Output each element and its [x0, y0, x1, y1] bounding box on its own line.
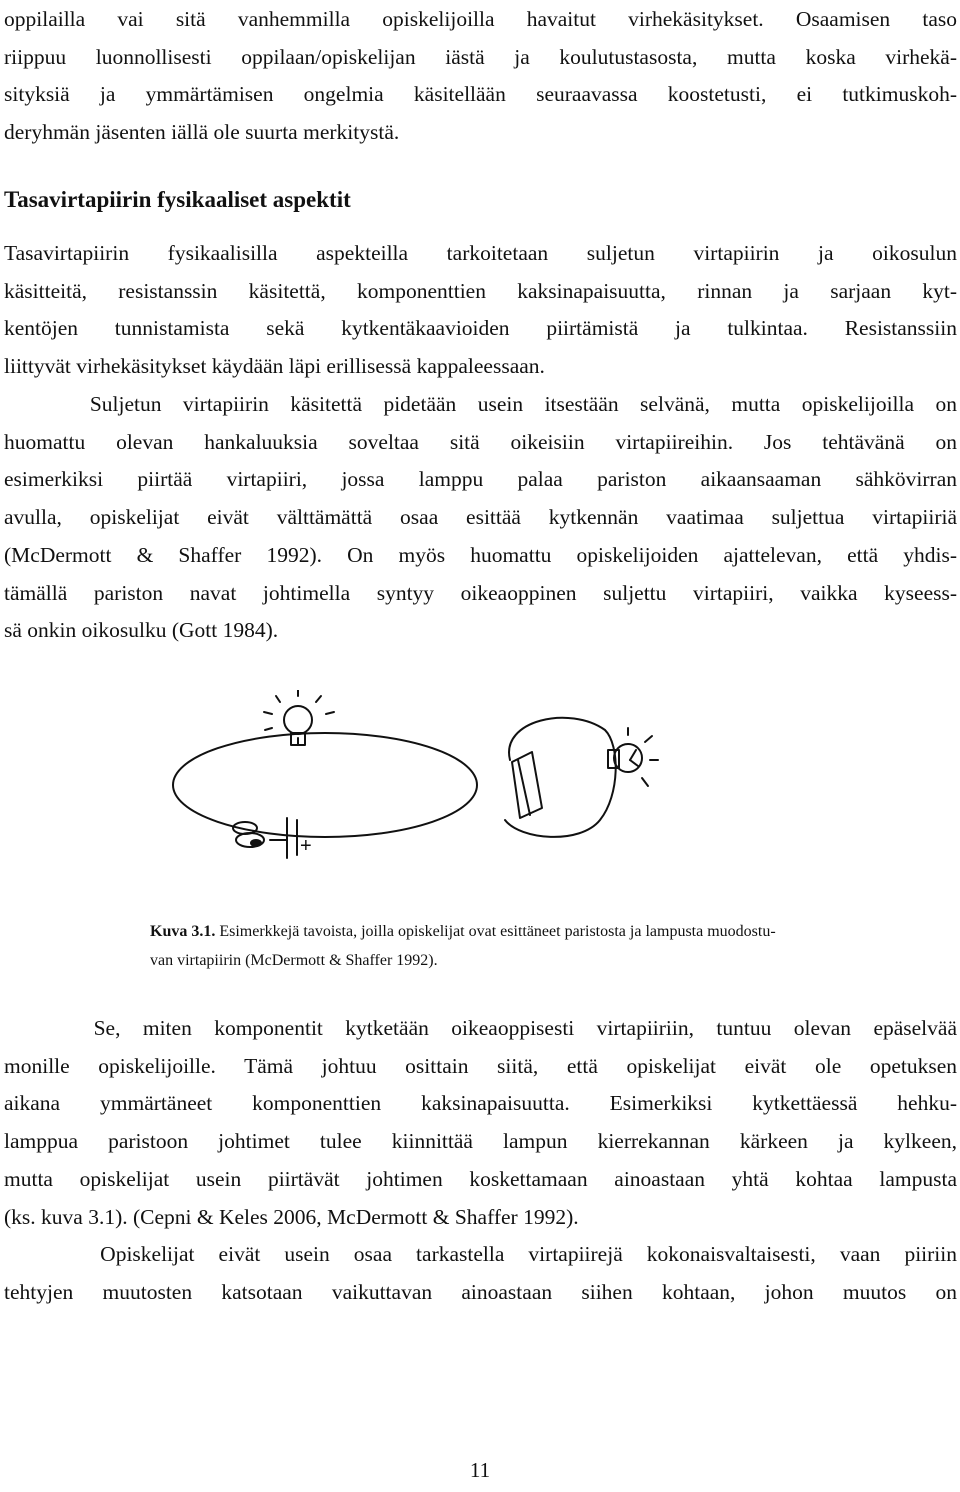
text-line: tämällä pariston navat johtimella syntyy oikeaoppinen suljettu virtapiiri, vaikka kyseess- [4, 580, 957, 605]
paragraph-4 [4, 1236, 957, 1311]
paragraph-3 [4, 1010, 957, 1236]
text-line: oppilailla vai sitä vanhemmilla opiskelijoilla havaitut virhekäsitykset. Osaamisen taso [4, 7, 957, 31]
text-line: huomattu olevan hankaluuksia soveltaa sitä oikeisiin virtapiireihin. Jos tehtävänä on [4, 429, 957, 454]
text-line: sä onkin oikosulku (Gott 1984). [4, 618, 279, 643]
text-line: (McDermott & Shaffer 1992). On myös huomattu opiskelijoiden ajattelevan, että yhdis- [4, 542, 957, 567]
text-line: riippuu luonnollisesti oppilaan/opiskelijan iästä ja koulutustasosta, mutta koska virhekä- [4, 44, 957, 69]
text-line: avulla, opiskelijat eivät välttämättä osaa esittää kytkennän vaatimaa suljettua virtapiiriä [4, 505, 957, 530]
text-line: aikana ymmärtäneet komponenttien kaksinapaisuutta. Esimerkiksi kytkettäessä hehku- [4, 1091, 957, 1116]
text-line: sityksiä ja ymmärtämisen ongelmia käsitellään seuraavassa koostetusti, ei tutkimuskoh- [4, 82, 957, 107]
text-line: Se, miten komponentit kytketään oikeaoppisesti virtapiiriin, tuntuu olevan epäselvää [4, 1016, 957, 1040]
text-line: liittyvät virhekäsitykset käydään läpi erillisessä kappaleessaan. [4, 354, 545, 379]
page-number: 11 [469, 1458, 491, 1482]
paragraph-2 [4, 386, 957, 650]
text-line: käsitteitä, resistanssin käsitettä, komponenttien kaksinapaisuutta, rinnan ja sarjaan kyt- [4, 278, 957, 303]
circuit-sketches-figure [150, 690, 800, 890]
intro-paragraph [4, 1, 957, 152]
text-line: (ks. kuva 3.1). (Cepni & Keles 2006, McDermott & Shaffer 1992). [4, 1204, 579, 1229]
text-line: tehtyjen muutosten katsotaan vaikuttavan ainoastaan siihen kohtaan, johon muutos on [4, 1279, 957, 1304]
text-line: Opiskelijat eivät usein osaa tarkastella virtapiirejä kokonaisvaltaisesti, vaan piiriin [4, 1242, 957, 1266]
text-line: monille opiskelijoille. Tämä johtuu osittain siitä, että opiskelijat eivät ole opetuksen [4, 1053, 957, 1078]
text-line: Suljetun virtapiirin käsitettä pidetään usein itsestään selvänä, mutta opiskelijoilla on [4, 392, 957, 416]
text-line: Tasavirtapiirin fysikaalisilla aspekteilla tarkoitetaan suljetun virtapiirin ja oikosulun [4, 241, 957, 265]
text-line: lamppua paristoon johtimet tulee kiinnittää lampun kierrekannan kärkeen ja kylkeen, [4, 1129, 957, 1154]
shorted-circuit-sketch [505, 718, 658, 837]
paragraph-1 [4, 235, 957, 386]
text-line: deryhmän jäsenten iällä ole suurta merkitystä. [4, 120, 400, 145]
loop-circuit-sketch [173, 690, 477, 858]
text-line: esimerkiksi piirtää virtapiiri, jossa lamppu palaa pariston aikaansaaman sähkövirran [4, 467, 957, 492]
section-heading: Tasavirtapiirin fysikaaliset aspektit [4, 187, 351, 212]
figure-caption [150, 918, 940, 975]
text-line: mutta opiskelijat usein piirtävät johtimen koskettamaan ainoastaan yhtä kohtaa lampusta [4, 1166, 957, 1191]
text-line: kentöjen tunnistamista sekä kytkentäkaavioiden piirtämistä ja tulkintaa. Resistanssiin [4, 316, 957, 341]
battery-plus-label: + [300, 835, 312, 857]
caption-text: Esimerkkejä tavoista, joilla opiskelijat ovat esittäneet paristosta ja lampusta muodostu- [215, 923, 776, 940]
circuit-sketches-drawing [150, 690, 800, 890]
caption-label: Kuva 3.1. [150, 923, 216, 940]
caption-text: van virtapiirin (McDermott & Shaffer 1992). [150, 951, 438, 969]
